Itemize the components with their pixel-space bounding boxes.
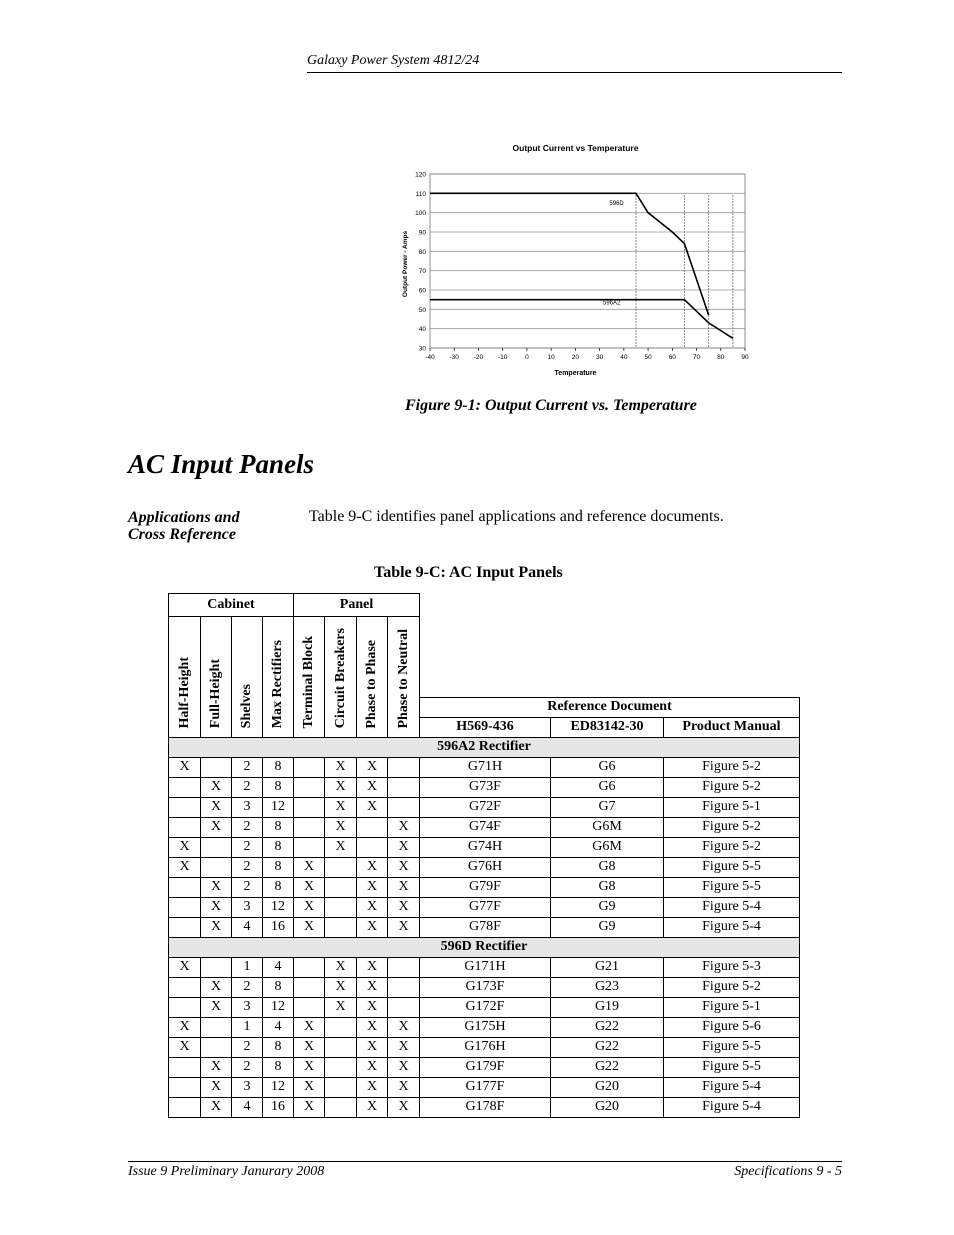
table-cell: X <box>325 997 357 1017</box>
table-cell: G6M <box>551 817 664 837</box>
table-cell: X <box>201 917 232 937</box>
table-cell: Figure 5-5 <box>664 877 800 897</box>
table-cell: 16 <box>263 1097 294 1117</box>
table-row <box>169 1037 800 1057</box>
table-cell: G74H <box>420 837 551 857</box>
table-cell: X <box>169 837 201 857</box>
col-header-circuit-breakers: Circuit Breakers <box>325 617 357 738</box>
table-cell: G9 <box>551 917 664 937</box>
table-cell: 2 <box>232 977 263 997</box>
table-cell: 8 <box>263 857 294 877</box>
table-cell: G173F <box>420 977 551 997</box>
body-paragraph: Table 9-C identifies panel applications and reference documents. <box>309 508 724 525</box>
table-cell: X <box>201 877 232 897</box>
table-row <box>169 797 800 817</box>
table-row <box>169 817 800 837</box>
table-cell: X <box>201 1097 232 1117</box>
table-cell: 8 <box>263 777 294 797</box>
footer-left: Issue 9 Preliminary Janurary 2008 <box>128 1164 325 1179</box>
table-row <box>169 977 800 997</box>
table-cell: G8 <box>551 857 664 877</box>
header-blank-right <box>420 617 800 698</box>
table-cell <box>325 857 357 877</box>
side-heading-line-1: Applications and <box>128 509 240 526</box>
table-cell: X <box>201 817 232 837</box>
table-body <box>169 737 800 1117</box>
table-cell: X <box>201 977 232 997</box>
table-cell <box>169 997 201 1017</box>
table-cell: X <box>325 837 357 857</box>
y-tick-label: 60 <box>418 287 426 295</box>
table-cell: X <box>201 897 232 917</box>
section-header-row <box>169 937 800 957</box>
table-cell: 8 <box>263 1037 294 1057</box>
table-cell <box>169 1057 201 1077</box>
table-cell: G20 <box>551 1077 664 1097</box>
series-label-596a2: 596A2 <box>603 300 621 307</box>
table-cell: X <box>388 857 420 877</box>
table-cell: X <box>357 877 388 897</box>
col-header-product-manual: Product Manual <box>664 717 800 737</box>
table-cell: 2 <box>232 777 263 797</box>
chart-svg <box>390 136 760 386</box>
col-header-terminal-block: Terminal Block <box>294 617 325 738</box>
table-cell: G176H <box>420 1037 551 1057</box>
table-cell: G177F <box>420 1077 551 1097</box>
table-row <box>169 997 800 1017</box>
table-cell: X <box>325 957 357 977</box>
col-header-max-rectifiers: Max Rectifiers <box>263 617 294 738</box>
table-cell: X <box>357 857 388 877</box>
table-cell <box>294 997 325 1017</box>
table-cell <box>169 917 201 937</box>
table-cell: X <box>388 1057 420 1077</box>
table-cell: 4 <box>263 1017 294 1037</box>
table-cell <box>169 1077 201 1097</box>
table-cell <box>294 977 325 997</box>
table-cell: 2 <box>232 1037 263 1057</box>
table-cell <box>325 1037 357 1057</box>
section-title-cell: 596D Rectifier <box>169 937 800 957</box>
table-cell: G6 <box>551 777 664 797</box>
series-line-596a2 <box>430 300 733 339</box>
section-title-cell: 596A2 Rectifier <box>169 737 800 757</box>
table-cell: X <box>388 917 420 937</box>
table-cell <box>201 757 232 777</box>
y-tick-label: 30 <box>418 345 426 353</box>
table-row <box>169 917 800 937</box>
table-cell <box>388 977 420 997</box>
table-cell: 4 <box>263 957 294 977</box>
table-cell: 1 <box>232 957 263 977</box>
table-cell <box>325 897 357 917</box>
table-cell <box>294 757 325 777</box>
table-cell: X <box>294 1097 325 1117</box>
table-cell: 2 <box>232 757 263 777</box>
table-row <box>169 757 800 777</box>
table-cell: X <box>388 1037 420 1057</box>
table-cell: 3 <box>232 797 263 817</box>
table-cell: Figure 5-4 <box>664 897 800 917</box>
table-cell: X <box>357 797 388 817</box>
table-cell: X <box>388 1077 420 1097</box>
table-cell: X <box>169 757 201 777</box>
x-tick-label: -30 <box>449 354 459 361</box>
table-cell: X <box>388 817 420 837</box>
table-cell <box>325 1057 357 1077</box>
table-cell <box>169 817 201 837</box>
table-cell: 8 <box>263 817 294 837</box>
table-cell: X <box>325 757 357 777</box>
col-header-ed83142: ED83142-30 <box>551 717 664 737</box>
running-header-text: Galaxy Power System 4812/24 <box>307 53 480 68</box>
table-cell: G7 <box>551 797 664 817</box>
table-cell: 8 <box>263 837 294 857</box>
table-cell: 12 <box>263 1077 294 1097</box>
table-cell <box>357 837 388 857</box>
table-cell: 8 <box>263 977 294 997</box>
y-tick-label: 50 <box>418 306 426 314</box>
table-cell: G21 <box>551 957 664 977</box>
y-axis-label: Output Power - Amps <box>402 230 409 298</box>
table-cell: Figure 5-1 <box>664 797 800 817</box>
table-cell: X <box>325 817 357 837</box>
figure-caption: Figure 9-1: Output Current vs. Temperature <box>405 397 697 414</box>
table-cell: 16 <box>263 917 294 937</box>
table-row <box>169 1017 800 1037</box>
table-cell: 4 <box>232 1097 263 1117</box>
table-cell: G8 <box>551 877 664 897</box>
table-cell: Figure 5-1 <box>664 997 800 1017</box>
table-cell: X <box>357 897 388 917</box>
table-cell: G23 <box>551 977 664 997</box>
table-cell: Figure 5-6 <box>664 1017 800 1037</box>
table-cell: 2 <box>232 817 263 837</box>
table-cell: Figure 5-5 <box>664 857 800 877</box>
table-cell: 3 <box>232 1077 263 1097</box>
x-tick-label: 10 <box>547 354 555 361</box>
table-row <box>169 1057 800 1077</box>
x-tick-label: 60 <box>668 354 676 361</box>
series-line-596d <box>430 193 709 315</box>
table-title: Table 9-C: AC Input Panels <box>374 564 563 581</box>
table-cell <box>325 1097 357 1117</box>
table-cell: G179F <box>420 1057 551 1077</box>
table-cell: Figure 5-4 <box>664 1077 800 1097</box>
table-cell: X <box>169 957 201 977</box>
col-header-phase-to-neutral: Phase to Neutral <box>388 617 420 738</box>
table-cell: X <box>388 877 420 897</box>
table-cell: G76H <box>420 857 551 877</box>
table-cell: X <box>201 777 232 797</box>
table-cell <box>294 797 325 817</box>
table-cell: Figure 5-4 <box>664 917 800 937</box>
table-cell <box>169 777 201 797</box>
table-cell <box>357 817 388 837</box>
table-cell: 8 <box>263 1057 294 1077</box>
table-cell: X <box>294 897 325 917</box>
table-cell <box>325 1077 357 1097</box>
table-cell <box>388 957 420 977</box>
table-cell: G73F <box>420 777 551 797</box>
table-cell: G9 <box>551 897 664 917</box>
x-tick-label: -40 <box>425 354 435 361</box>
table-cell <box>201 857 232 877</box>
table-cell: G171H <box>420 957 551 977</box>
table-cell <box>201 1017 232 1037</box>
table-row <box>169 1077 800 1097</box>
y-tick-label: 80 <box>418 248 426 256</box>
side-heading-line-2: Cross Reference <box>128 526 236 543</box>
table-cell: 2 <box>232 857 263 877</box>
table-cell: X <box>357 757 388 777</box>
y-tick-label: 70 <box>418 268 426 276</box>
table-cell: 2 <box>232 1057 263 1077</box>
table-cell: G22 <box>551 1017 664 1037</box>
table-row <box>169 837 800 857</box>
col-header-half-height: Half-Height <box>169 617 201 738</box>
x-tick-label: 0 <box>525 354 529 361</box>
table-cell: X <box>294 917 325 937</box>
table-cell: G19 <box>551 997 664 1017</box>
table-row <box>169 1097 800 1117</box>
table-cell <box>388 797 420 817</box>
table-cell: X <box>388 1017 420 1037</box>
table-cell: G74F <box>420 817 551 837</box>
table-cell <box>388 777 420 797</box>
table-cell: G6M <box>551 837 664 857</box>
table-cell: 4 <box>232 917 263 937</box>
table-cell: 12 <box>263 997 294 1017</box>
col-header-phase-to-phase: Phase to Phase <box>357 617 388 738</box>
table-cell: X <box>294 1077 325 1097</box>
table-cell: G22 <box>551 1037 664 1057</box>
table-cell: X <box>294 877 325 897</box>
table-cell <box>325 877 357 897</box>
table-row <box>169 957 800 977</box>
table-row <box>169 897 800 917</box>
footer-right: Specifications 9 - 5 <box>734 1164 842 1179</box>
table-cell: 2 <box>232 837 263 857</box>
table-cell: 8 <box>263 877 294 897</box>
table-cell: Figure 5-4 <box>664 1097 800 1117</box>
table-cell: 2 <box>232 877 263 897</box>
table-cell: X <box>325 797 357 817</box>
table-cell: Figure 5-2 <box>664 837 800 857</box>
section-title: AC Input Panels <box>128 449 315 479</box>
table-cell <box>169 797 201 817</box>
x-axis-label: Temperature <box>554 370 597 377</box>
table-cell: G79F <box>420 877 551 897</box>
table-cell: X <box>294 857 325 877</box>
table-cell: X <box>357 1037 388 1057</box>
table-cell: X <box>294 1017 325 1037</box>
table-row <box>169 857 800 877</box>
table-cell: X <box>201 1057 232 1077</box>
panel-group-header: Panel <box>294 594 420 617</box>
running-footer <box>128 1161 842 1180</box>
table-cell: X <box>201 997 232 1017</box>
table-cell: X <box>357 1097 388 1117</box>
table-cell: X <box>294 1057 325 1077</box>
table-cell: Figure 5-2 <box>664 777 800 797</box>
table-row <box>169 877 800 897</box>
table-cell: X <box>169 1037 201 1057</box>
header-blank <box>420 594 800 617</box>
table-cell: 12 <box>263 797 294 817</box>
table-cell <box>201 957 232 977</box>
table-cell: 12 <box>263 897 294 917</box>
running-header <box>307 52 842 73</box>
table-cell: X <box>357 997 388 1017</box>
table-cell: X <box>357 1057 388 1077</box>
reference-document-header: Reference Document <box>420 697 800 717</box>
table-cell <box>325 917 357 937</box>
table-cell: 8 <box>263 757 294 777</box>
table-cell <box>388 757 420 777</box>
table-cell: X <box>169 857 201 877</box>
table-cell: Figure 5-2 <box>664 817 800 837</box>
table-cell: X <box>388 837 420 857</box>
table-cell <box>294 837 325 857</box>
table-cell <box>388 997 420 1017</box>
table-cell: G71H <box>420 757 551 777</box>
y-tick-label: 40 <box>418 326 426 334</box>
table-cell: Figure 5-5 <box>664 1057 800 1077</box>
table-cell <box>201 837 232 857</box>
cabinet-group-header: Cabinet <box>169 594 294 617</box>
y-tick-label: 90 <box>418 229 426 237</box>
table-cell: X <box>201 797 232 817</box>
table-cell <box>169 1097 201 1117</box>
table-cell: G78F <box>420 917 551 937</box>
table-cell: G6 <box>551 757 664 777</box>
table-cell: 3 <box>232 897 263 917</box>
table-cell: X <box>325 977 357 997</box>
table-cell <box>169 877 201 897</box>
table-cell: X <box>325 777 357 797</box>
plot-area <box>430 174 745 348</box>
y-tick-label: 100 <box>415 210 426 218</box>
table-cell <box>169 977 201 997</box>
table-cell: 1 <box>232 1017 263 1037</box>
x-tick-label: 50 <box>644 354 652 361</box>
table-cell: X <box>388 897 420 917</box>
table-cell: G175H <box>420 1017 551 1037</box>
table-cell: X <box>294 1037 325 1057</box>
ac-input-panels-table <box>168 593 800 1118</box>
table-cell: 3 <box>232 997 263 1017</box>
table-cell <box>294 957 325 977</box>
col-header-full-height: Full-Height <box>201 617 232 738</box>
side-heading <box>128 509 298 543</box>
table-cell: G178F <box>420 1097 551 1117</box>
table-cell: X <box>357 917 388 937</box>
x-tick-label: 40 <box>620 354 628 361</box>
group-header-row <box>169 594 800 617</box>
x-tick-label: -20 <box>473 354 484 361</box>
table-cell: G77F <box>420 897 551 917</box>
table-cell: Figure 5-2 <box>664 757 800 777</box>
table-cell: G172F <box>420 997 551 1017</box>
table-cell: Figure 5-2 <box>664 977 800 997</box>
section-header-row <box>169 737 800 757</box>
table-cell: X <box>357 777 388 797</box>
table-cell: X <box>388 1097 420 1117</box>
chart-title: Output Current vs Temperature <box>512 143 639 153</box>
x-tick-label: 30 <box>595 354 604 361</box>
table-cell: G20 <box>551 1097 664 1117</box>
table-cell: X <box>201 1077 232 1097</box>
output-current-chart <box>390 136 760 386</box>
table-cell: Figure 5-5 <box>664 1037 800 1057</box>
x-tick-label: 90 <box>741 354 749 361</box>
table-cell: G22 <box>551 1057 664 1077</box>
table-cell <box>325 1017 357 1037</box>
table-row <box>169 777 800 797</box>
x-tick-label: 70 <box>692 354 701 361</box>
x-tick-label: 80 <box>717 354 725 361</box>
table-cell <box>294 817 325 837</box>
table-cell: G72F <box>420 797 551 817</box>
y-tick-label: 110 <box>415 190 426 198</box>
series-label-596d: 596D <box>609 200 624 207</box>
table-cell <box>201 1037 232 1057</box>
table-cell <box>169 897 201 917</box>
table-cell: Figure 5-3 <box>664 957 800 977</box>
table-cell: X <box>357 977 388 997</box>
table-cell: X <box>169 1017 201 1037</box>
table-cell: X <box>357 1077 388 1097</box>
x-tick-label: -10 <box>497 354 508 361</box>
table-cell: X <box>357 957 388 977</box>
x-tick-label: 20 <box>571 354 580 361</box>
vertical-header-row <box>169 617 800 698</box>
col-header-shelves: Shelves <box>232 617 263 738</box>
table-cell: X <box>357 1017 388 1037</box>
table-cell <box>294 777 325 797</box>
col-header-h569: H569-436 <box>420 717 551 737</box>
y-tick-label: 120 <box>415 171 426 179</box>
